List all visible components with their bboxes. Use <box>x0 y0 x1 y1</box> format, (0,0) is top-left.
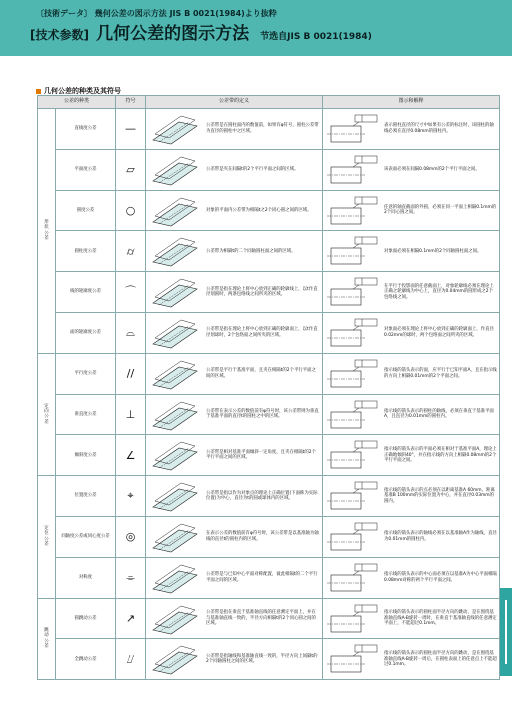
explanation-drawing <box>325 316 380 354</box>
tolerance-symbol-icon: ⌭ <box>116 231 146 272</box>
explanation-cell <box>323 231 500 272</box>
definition-diagram <box>149 316 201 354</box>
definition-diagram <box>149 357 201 395</box>
definition-text: 公差带为相隔t的二个同轴圆柱面之间的区域。 <box>206 248 296 254</box>
definition-diagram <box>149 561 201 599</box>
explanation-cell <box>323 516 500 557</box>
header-type: 公差的种类 <box>38 96 116 109</box>
definition-text: 公差带是夹在间隔t的2个平行平面之间的区域。 <box>206 166 299 172</box>
explanation-drawing <box>325 642 380 680</box>
explanation-cell <box>323 190 500 231</box>
section-title-text: 几何公差的种类及其符号 <box>44 87 121 95</box>
definition-text: 公差带是指在理论上将中心放到正确的轮廓面上，以t作直径划球时，2个包络面之间所夹的区域。 <box>206 327 318 338</box>
tolerance-name: 全跳动公差 <box>56 639 116 680</box>
page-subtitle: 节选自JIS B 0021(1984) <box>260 32 372 42</box>
explanation-drawing <box>325 153 380 191</box>
explanation-text: 该表面必须在间隔0.08mm的2个平行平面之间。 <box>384 166 480 172</box>
definition-text: 公差带是与已知中心平面对称配置，彼此相隔t的二个平行平面之间的区域。 <box>206 572 318 583</box>
category-cell <box>38 109 56 354</box>
definition-cell <box>146 435 323 476</box>
explanation-text: 指示线的箭头表示的点必须在以距离基准A 60mm，距离基准B 100mm的实际位置为中心，并在直径0.03mm的圆内。 <box>384 487 495 504</box>
definition-diagram <box>149 602 201 640</box>
definition-text: 公差带是相对基准平面倾斜一定角度，且夹在相隔t的2个平行平面之间的区域。 <box>206 449 316 461</box>
definition-cell <box>146 312 323 353</box>
table-row <box>38 516 500 557</box>
explanation-text: 对象面必须在理论上将中心放到正确的轮廓面上，作直径0.02mm的球时，两个包络面之间所夹的区域。 <box>384 327 494 338</box>
definition-text: 公差带是指以作为对象点的理论上正确位置(下面称为实际位置)为中心，直径为t的圆或球体内的区域。 <box>206 490 318 502</box>
header-definition: 公差带的定义 <box>146 96 323 109</box>
definition-cell <box>146 557 323 598</box>
table-row <box>38 598 500 639</box>
tolerance-name: 直线度公差 <box>56 109 116 150</box>
explanation-cell <box>323 109 500 150</box>
tolerance-name: 倾斜度公差 <box>56 435 116 476</box>
header-symbol: 符号 <box>116 96 146 109</box>
table-row <box>38 557 500 598</box>
explanation-cell <box>323 598 500 639</box>
tolerance-name: 线的轮廓度公差 <box>56 272 116 313</box>
explanation-cell <box>323 557 500 598</box>
explanation-text: 指示线的箭头表示的中心面必须在以基准A为中心平面相隔0.08mm对称的两个平行平面之间。 <box>384 572 497 583</box>
header-jp-line: 〔技術データ〕 幾何公差の図示方法 JIS B 0021(1984)より抜粋 <box>36 9 277 18</box>
page-title: 几何公差的图示方法 <box>96 24 250 44</box>
explanation-cell <box>323 272 500 313</box>
table-row <box>38 312 500 353</box>
tolerance-name: 位置度公差 <box>56 476 116 517</box>
table-row <box>38 639 500 680</box>
category-label: 定位公差 <box>44 526 49 548</box>
table-row <box>38 353 500 394</box>
explanation-cell <box>323 639 500 680</box>
explanation-drawing <box>325 438 380 476</box>
explanation-text: 指示线的箭头表示的圆柱的轴线，必须在垂直于基准平面A，且直径为0.01mm的圆柱内。 <box>384 409 494 420</box>
explanation-drawing <box>325 520 380 558</box>
tolerance-symbol-icon: ⌒ <box>116 272 146 313</box>
category-label: 跳动公差 <box>44 628 49 650</box>
tolerance-symbol-icon: ▱ <box>116 149 146 190</box>
category-cell <box>38 476 56 598</box>
definition-diagram <box>149 153 201 191</box>
tolerance-name: 同轴度公差或同心度公差 <box>56 516 116 557</box>
explanation-text: 表示圆柱直径的尺寸中如果有公差的标注时，该圆柱的轴线必须在直径0.08mm的圆柱内。 <box>384 123 494 134</box>
definition-cell <box>146 231 323 272</box>
table-row <box>38 109 500 150</box>
category-label: 形状公差 <box>44 220 49 242</box>
explanation-drawing <box>325 234 380 272</box>
tolerance-symbol-icon: ⌯ <box>116 557 146 598</box>
tolerance-symbol-icon: ⌓ <box>116 312 146 353</box>
tolerance-name: 圆柱度公差 <box>56 231 116 272</box>
table-row <box>38 190 500 231</box>
definition-cell <box>146 639 323 680</box>
definition-text: 公差带在表示公差的数值前有φ符号时，该公差带则为垂直于基准平面的直径t的圆柱之中的区域。 <box>206 409 319 420</box>
tolerance-name: 圆度公差 <box>56 190 116 231</box>
definition-text: 公差带是在圆柱面内的数值前，如果有φ符号，圆柱公差带为直径的圆柱中之区域。 <box>206 123 319 134</box>
header-explanation: 图示和解释 <box>323 96 500 109</box>
tolerance-name: 平面度公差 <box>56 149 116 190</box>
explanation-cell <box>323 435 500 476</box>
definition-diagram <box>149 438 201 476</box>
explanation-text: 指示线的箭头表示的面，应平行于已知平面A，且在指示线的方向上相隔0.01mm的2个平面之间。 <box>384 368 497 379</box>
explanation-text: 指示线的箭头表示的圆柱面半径方向的跳动，是在围绕基准轴直线A-B旋转一周后，在圆柱表面上的任意点上不能超过0.1mm。 <box>384 651 497 667</box>
explanation-drawing <box>325 112 380 150</box>
explanation-cell <box>323 149 500 190</box>
definition-cell <box>146 149 323 190</box>
tolerance-name: 面的轮廓度公差 <box>56 312 116 353</box>
category-cell <box>38 353 56 475</box>
definition-cell <box>146 190 323 231</box>
explanation-text: 指示线的箭头表示的平面必须在相对于基准平面A，理论上正确地倾斜40°，并在指示线的方向上相隔0.08mm的2个平行平面之间。 <box>384 447 497 463</box>
header-banner <box>0 0 512 56</box>
tolerance-symbol-icon: ↗ <box>116 598 146 639</box>
explanation-text: 任意的轴直截面的外圆，必须在同一平面上相隔0.1mm的2个同心圆之间。 <box>384 205 497 216</box>
table-row <box>38 272 500 313</box>
definition-cell <box>146 353 323 394</box>
definition-cell <box>146 394 323 435</box>
tolerance-name: 垂直度公差 <box>56 394 116 435</box>
table-row <box>38 476 500 517</box>
explanation-text: 指示线的箭头表示的圆柱面半径方向的跳动，是在围绕基准轴直线A-B旋转一周时，在垂直于基准轴直线的任意测定平面上，不能超过0.1mm。 <box>384 610 497 627</box>
explanation-drawing <box>325 357 380 395</box>
tolerance-symbol-icon: ○ <box>116 190 146 231</box>
tolerance-name: 对称度 <box>56 557 116 598</box>
tolerance-symbol-icon: ∠ <box>116 435 146 476</box>
definition-diagram <box>149 398 201 436</box>
definition-text: 在表示公差的数值前有φ符号时，该公差带是以基准轴为轴线的直径t的圆柱内的区域。 <box>206 531 319 542</box>
definition-diagram <box>149 520 201 558</box>
category-cell <box>38 598 56 680</box>
header-tag: [技术参数] <box>30 28 89 42</box>
explanation-cell <box>323 394 500 435</box>
category-label: 定向公差 <box>44 403 49 425</box>
table-row <box>38 394 500 435</box>
square-bullet-icon <box>36 89 41 94</box>
definition-text: 公差带是指在垂直于基准轴直线的任意测定平面上，并在与基准轴直线一致的，半径方向相隔t的2个同心圆之间的区域。 <box>206 610 316 627</box>
table-row <box>38 231 500 272</box>
table-row <box>38 435 500 476</box>
explanation-drawing <box>325 275 380 313</box>
explanation-text: 在平行于投影面的任意截面上，对象轮廓线必须在理论上正确之轮廓线为中心上，直径为0.04mm的圆形成之2个包络线之间。 <box>384 283 494 300</box>
definition-cell <box>146 476 323 517</box>
side-tab-stripe <box>505 600 507 664</box>
tolerance-name: 平行度公差 <box>56 353 116 394</box>
table-row <box>38 149 500 190</box>
definition-diagram <box>149 642 201 680</box>
header-title-line <box>30 19 372 44</box>
definition-diagram <box>149 194 201 232</box>
definition-diagram <box>149 275 201 313</box>
explanation-drawing <box>325 398 380 436</box>
definition-text: 公差带是指在理论上将中心放到正确的轮廓线上，以t作直径划圆时，两条包络线之间所夹的区域。 <box>206 286 318 298</box>
explanation-drawing <box>325 479 380 517</box>
explanation-drawing <box>325 602 380 640</box>
tolerance-table <box>37 95 500 680</box>
tolerance-symbol-icon: // <box>116 353 146 394</box>
definition-cell <box>146 516 323 557</box>
definition-cell <box>146 598 323 639</box>
definition-text: 公差带是指轴线和基准轴直线一致的，半径方向上间隔t的2个同轴圆柱之间的区域。 <box>206 653 318 665</box>
tolerance-symbol-icon: ◎ <box>116 516 146 557</box>
explanation-cell <box>323 476 500 517</box>
definition-cell <box>146 272 323 313</box>
tolerance-name: 圆跳动公差 <box>56 598 116 639</box>
explanation-cell <box>323 353 500 394</box>
explanation-text: 对象面必须在相隔0.1mm的2个同轴圆柱面之间。 <box>384 248 482 254</box>
tolerance-symbol-icon: ⌖ <box>116 476 146 517</box>
tolerance-symbol-icon: ⌰ <box>116 639 146 680</box>
definition-diagram <box>149 112 201 150</box>
tolerance-symbol-icon: — <box>116 109 146 150</box>
explanation-drawing <box>325 194 380 232</box>
definition-diagram <box>149 479 201 517</box>
explanation-cell <box>323 312 500 353</box>
definition-diagram <box>149 234 201 272</box>
explanation-drawing <box>325 561 380 599</box>
definition-text: 公差带是平行于基准平面，且夹在相隔t的2个平行平面之间的区域。 <box>206 368 316 379</box>
definition-text: 对象的平面内公差带为相隔t之2个同心圆之间的区域。 <box>206 207 312 213</box>
definition-cell <box>146 109 323 150</box>
explanation-text: 指示线的箭头表示的轴线必须在以基准轴A作为轴线，直径为0.01mm的圆柱内。 <box>384 531 497 542</box>
tolerance-symbol-icon: ⊥ <box>116 394 146 435</box>
